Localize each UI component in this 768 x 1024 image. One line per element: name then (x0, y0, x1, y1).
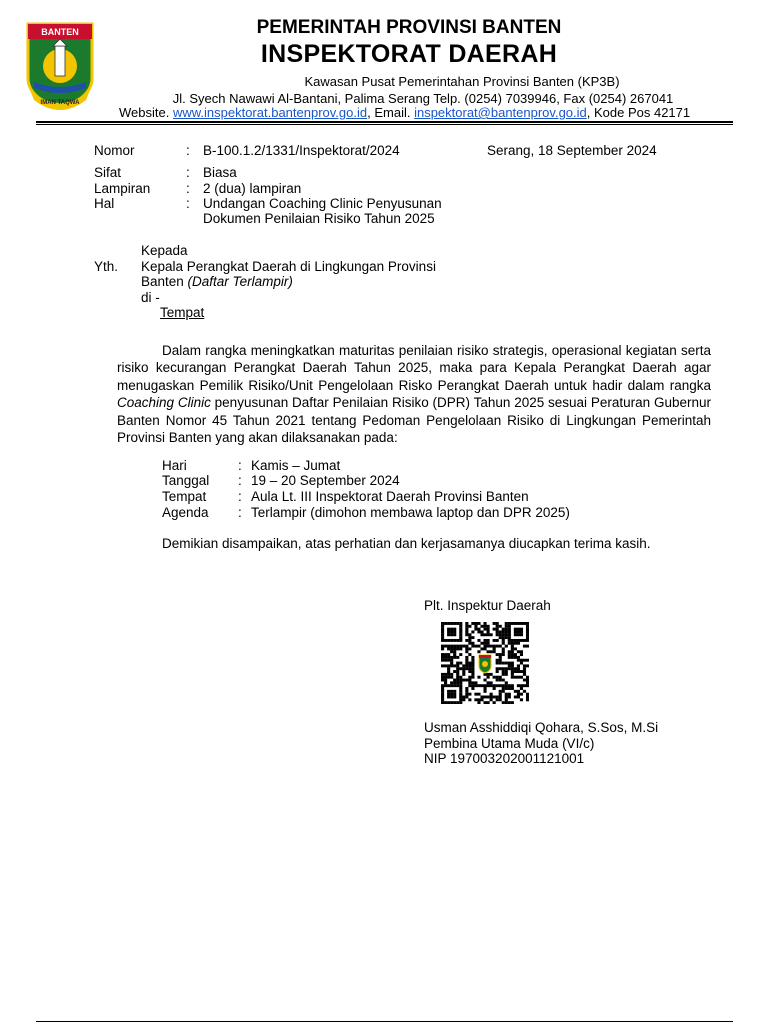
org-line-1: PEMERINTAH PROVINSI BANTEN (256, 17, 562, 38)
nomor-label: Nomor (94, 143, 135, 158)
org-line-2: INSPEKTORAT DAERAH (260, 40, 558, 68)
website-label: Website. (119, 105, 173, 120)
colon: : (186, 143, 190, 158)
detail-value-tanggal: 19 – 20 September 2024 (251, 473, 400, 488)
hal-label: Hal (94, 196, 115, 211)
detail-value-tempat: Aula Lt. III Inspektorat Daerah Provinsi Banten (251, 489, 529, 504)
di-label: di - (141, 290, 160, 305)
detail-label-tanggal: Tanggal (162, 473, 210, 488)
addressee-line-1: Kepala Perangkat Daerah di Lingkungan Provinsi (141, 259, 436, 274)
contact-line (119, 105, 690, 120)
address-line-2: Jl. Syech Nawawi Al-Bantani, Palima Serang Telp. (0254) 7039946, Fax (0254) 267041 (172, 91, 674, 106)
detail-value-agenda: Terlampir (dimohon membawa laptop dan DPR 2025) (251, 505, 570, 520)
kepada-label: Kepada (141, 243, 188, 258)
body-paragraph (117, 342, 711, 446)
signer-rank: Pembina Utama Muda (VI/c) (424, 736, 595, 751)
sifat-label: Sifat (94, 165, 122, 180)
addressee-line-2-italic: (Daftar Terlampir) (187, 274, 293, 289)
signer-title: Plt. Inspektur Daerah (424, 598, 551, 613)
footer-rule (36, 1021, 733, 1022)
addressee-line-2-plain: Banten (141, 274, 188, 289)
lampiran-label: Lampiran (94, 181, 151, 196)
email-label: , Email. (367, 105, 415, 120)
detail-label-hari: Hari (162, 458, 187, 473)
postal-code: , Kode Pos 42171 (586, 105, 691, 120)
sifat-value: Biasa (203, 165, 237, 180)
lampiran-value: 2 (dua) lampiran (203, 181, 302, 196)
body-text-b: penyusunan Daftar Penilaian Risiko (DPR) Tahun 2025 sesuai Peraturan Gubernur Banten Nomor 45 Tahun 2021 tentang Pedoman Pengelolaan Risiko di Lingkungan Pemerintah Provinsi Banten yang akan dilaksanakan pada: (117, 395, 711, 446)
body-text-a: Dalam rangka meningkatkan maturitas penilaian risiko strategis, operasional kegiatan serta risiko kecurangan Perangkat Daerah Tahun 2025, maka para Kepala Perangkat Daerah agar menugaskan Pemilik Risiko/Unit Pengelolaan Risko Perangkat Daerah untuk hadir dalam rangka (117, 343, 711, 393)
detail-label-agenda: Agenda (162, 505, 209, 520)
email-link[interactable]: inspektorat@bantenprov.go.id (414, 105, 587, 120)
website-link[interactable]: www.inspektorat.bantenprov.go.id (172, 105, 368, 120)
colon: : (238, 489, 242, 504)
closing-sentence: Demikian disampaikan, atas perhatian dan kerjasamanya diucapkan terima kasih. (162, 536, 651, 551)
addressee-line-2 (141, 274, 293, 290)
detail-value-hari: Kamis – Jumat (251, 458, 341, 473)
qr-code-signature (441, 622, 529, 704)
address-line-1: Kawasan Pusat Pemerintahan Provinsi Banten (KP3B) (304, 74, 620, 89)
hal-value-line-2: Dokumen Penilaian Risiko Tahun 2025 (203, 211, 435, 226)
letter-date: Serang, 18 September 2024 (487, 143, 657, 158)
colon: : (186, 196, 190, 211)
colon: : (238, 473, 242, 488)
header-rule-thin (36, 124, 733, 125)
svg-text:BANTEN: BANTEN (41, 27, 79, 37)
tempat-label: Tempat (160, 305, 205, 320)
colon: : (238, 505, 242, 520)
body-text-italic: Coaching Clinic (117, 395, 211, 411)
svg-text:IMAN TAQWA: IMAN TAQWA (40, 100, 80, 106)
colon: : (238, 458, 242, 473)
header-rule-thick (36, 121, 733, 123)
nomor-value: B-100.1.2/1331/Inspektorat/2024 (203, 143, 400, 158)
hal-value-line-1: Undangan Coaching Clinic Penyusunan (203, 196, 442, 211)
colon: : (186, 181, 190, 196)
detail-label-tempat: Tempat (162, 489, 207, 504)
signer-nip: NIP 197003202001121001 (424, 751, 585, 766)
signer-name: Usman Asshiddiqi Qohara, S.Sos, M.Si (424, 720, 659, 735)
colon: : (186, 165, 190, 180)
yth-label: Yth. (94, 259, 119, 274)
